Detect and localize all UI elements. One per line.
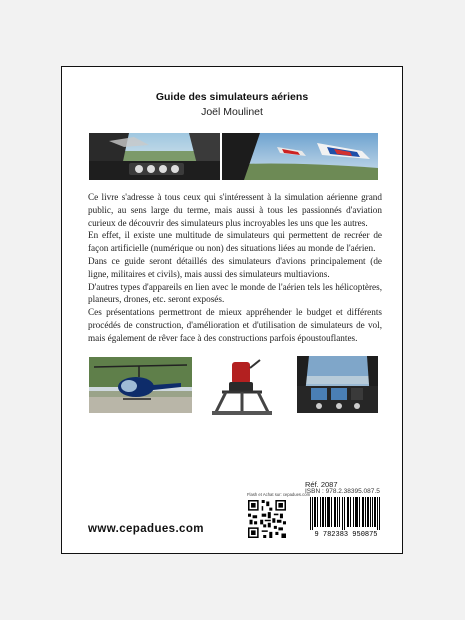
reference-number: Réf. 2087 xyxy=(305,480,338,489)
description-text xyxy=(88,191,382,345)
cockpit-photo xyxy=(89,133,220,180)
paragraph: En effet, il existe une multitude de simulateurs qui permettent de recréer de façon artificielle (numérique ou non) des situations liées au monde de l'aérien. xyxy=(88,230,382,254)
book-back-cover xyxy=(61,66,403,554)
jets-photo xyxy=(222,133,378,180)
qr-code xyxy=(248,500,286,538)
isbn-barcode xyxy=(304,497,388,537)
book-title: Guide des simulateurs aériens xyxy=(155,91,309,103)
book-author: Joël Moulinet xyxy=(201,106,263,118)
helicopter-photo xyxy=(89,357,192,413)
paragraph: Ces présentations permettront de mieux appréhender le budget et différents procédés de construction, d'amélioration et d'utilisation de simulateurs de vol, mais également de rêver face à des constructions parfois époustouflantes. xyxy=(88,307,382,343)
isbn-text: ISBN : 978.2.38395.087.5 xyxy=(305,488,380,495)
publisher-website[interactable]: www.cepadues.com xyxy=(88,523,204,535)
paragraph: Ce livre s'adresse à tous ceux qui s'intéressent à la simulation aérienne grand public, au sens large du terme, mais aussi à tous les passionnés d'aviation curieux de découvrir des simulateurs plus incroyables les uns que les autres. xyxy=(88,192,382,228)
motion-rig-photo xyxy=(202,354,282,418)
cockpit-simulator-photo xyxy=(297,356,378,413)
qr-caption: Flash et Achat sur: cepadues.com xyxy=(247,492,311,497)
paragraph: Dans ce guide seront détaillés des simulateurs d'avions principalement (de ligne, militaires et civils), mais aussi des simulateurs multiavions. xyxy=(88,255,382,279)
paragraph: D'autres types d'appareils en lien avec le monde de l'aérien tels les hélicoptères, planeurs, drones, etc. seront exposés. xyxy=(88,281,382,305)
barcode-digits: 9 782383 950875 xyxy=(314,531,378,537)
